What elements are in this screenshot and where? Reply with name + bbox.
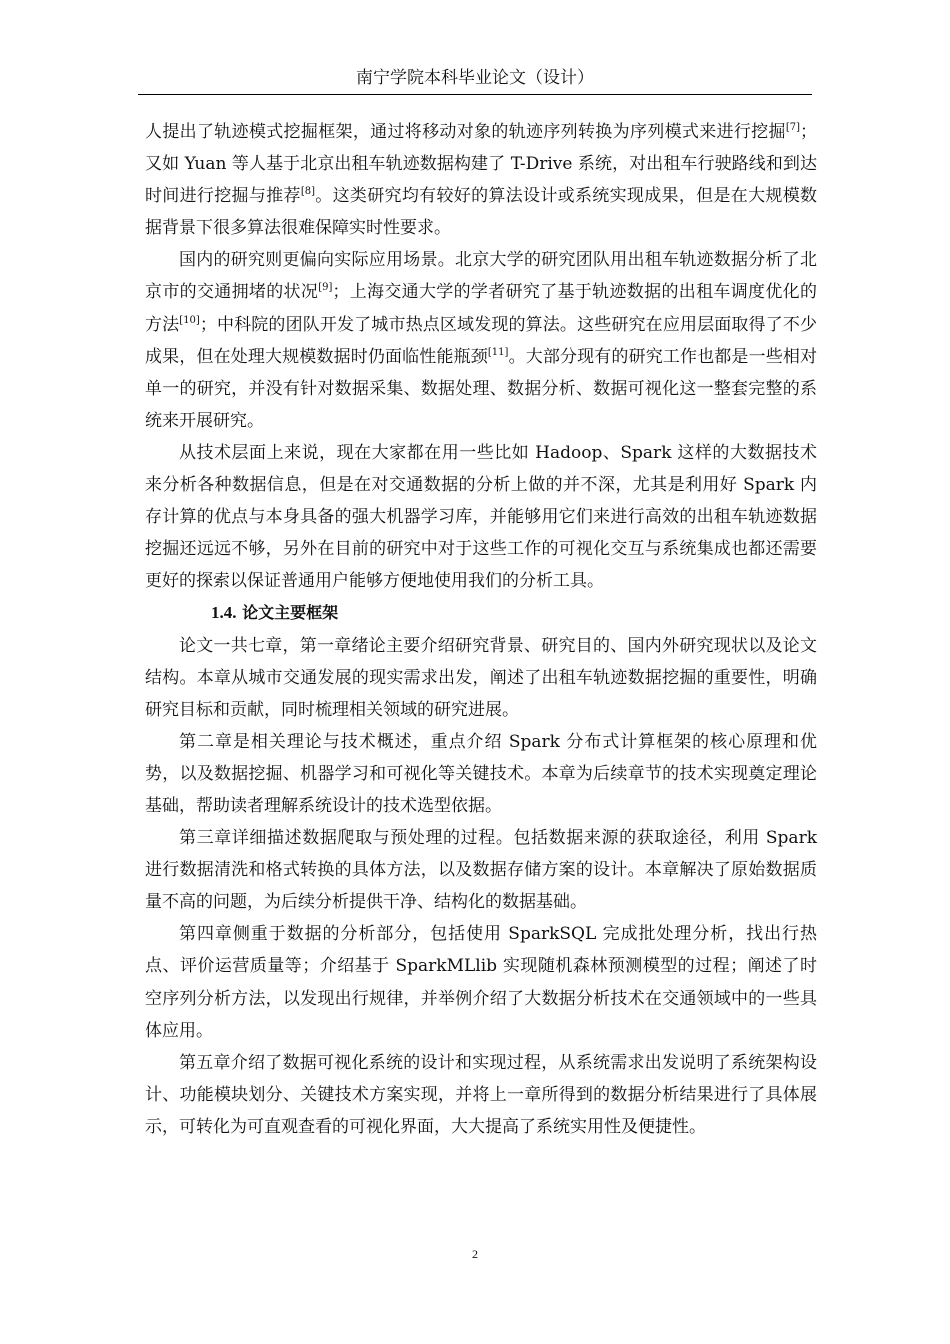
paragraph-chapter-5: 第五章介绍了数据可视化系统的设计和实现过程，从系统需求出发说明了系统架构设计、功能模块划分、关键技术方案实现，并将上一章所得到的数据分析结果进行了具体展示，可转化为可直观查看的可视化界面，大大提高了系统实用性及便捷性。 xyxy=(145,1052,817,1137)
citation: [7] xyxy=(785,122,800,133)
paragraph-domestic-research xyxy=(145,244,817,437)
citation: [8] xyxy=(300,186,315,198)
section-number: 1.4. xyxy=(211,603,237,623)
paragraph-text: 人提出了轨迹模式挖掘框架，通过将移动对象的轨迹序列转换为序列模式来进行挖掘 xyxy=(145,122,786,142)
paragraph-international-research xyxy=(145,116,817,244)
section-title: 论文主要框架 xyxy=(242,603,339,623)
body-text xyxy=(145,116,817,1143)
paragraph-text: ；中科院的团队开发了城市热点区域发现的算法。这些研究在应用层面取得了不少成果，但在处理大规模数据时仍面临性能瓶颈 xyxy=(145,314,817,367)
paragraph-technical-level: 从技术层面上来说，现在大家都在用一些比如 Hadoop、Spark 这样的大数据技术来分析各种数据信息，但是在对交通数据的分析上做的并不深，尤其是利用好 Spark 内存计算的优点与本身具备的强大机器学习库，并能够用它们来进行高效的出租车轨迹数据挖掘还远远不够，另外在目前的研究中对于这些工作的可视化交互与系统集成也都还需要更好的探索以保证普通用户能够方便地使用我们的分析工具。 xyxy=(145,442,817,592)
paragraph-chapter-4: 第四章侧重于数据的分析部分，包括使用 SparkSQL 完成批处理分析，找出行热点、评价运营质量等；介绍基于 SparkMLlib 实现随机森林预测模型的过程；阐述了时空序列分析方法，以发现出行规律，并举例介绍了大数据分析技术在交通领域中的一些具体应用。 xyxy=(145,924,817,1041)
section-heading xyxy=(145,597,817,629)
paragraph-text: 。这类研究均有较好的算法设计或系统实现成果，但是在大规模数据背景下很多算法很难保障实时性要求。 xyxy=(145,186,818,239)
citation: [10] xyxy=(179,314,200,326)
paragraph-text: ；又如 Yuan 等人基于北京出租车轨迹数据构建了 T-Drive 系统，对出租车行驶路线和到达时间进行挖掘与推荐 xyxy=(145,122,817,207)
paragraph-chapter-2: 第二章是相关理论与技术概述，重点介绍 Spark 分布式计算框架的核心原理和优势，以及数据挖掘、机器学习和可视化等关键技术。本章为后续章节的技术实现奠定理论基础，帮助读者理解系统设计的技术选型依据。 xyxy=(145,731,817,816)
citation: [11] xyxy=(487,346,509,358)
header-rule xyxy=(138,94,812,95)
paragraph-chapter-1: 论文一共七章，第一章绪论主要介绍研究背景、研究目的、国内外研究现状以及论文结构。本章从城市交通发展的现实需求出发，阐述了出租车轨迹数据挖掘的重要性，明确研究目标和贡献，同时梳理相关领域的研究进展。 xyxy=(145,635,817,720)
paragraph-chapter-3: 第三章详细描述数据爬取与预处理的过程。包括数据来源的获取途径，利用 Spark 进行数据清洗和格式转换的具体方法，以及数据存储方案的设计。本章解决了原始数据质量不高的问题，为后续分析提供干净、结构化的数据基础。 xyxy=(145,828,817,913)
paragraph-text: 。大部分现有的研究工作也都是一些相对单一的研究，并没有针对数据采集、数据处理、数据分析、数据可视化这一整套完整的系统来开展研究。 xyxy=(145,346,818,431)
paragraph-text: ；上海交通大学的学者研究了基于轨迹数据的出租车调度优化的方法 xyxy=(145,282,818,335)
citation: [9] xyxy=(318,282,333,294)
page-header: 南宁学院本科毕业论文（设计） xyxy=(356,68,594,88)
paragraph-text: 国内的研究则更偏向实际应用场景。北京大学的研究团队用出租车轨迹数据分析了北京市的交通拥堵的状况 xyxy=(145,250,817,303)
page-number: 2 xyxy=(472,1247,478,1261)
